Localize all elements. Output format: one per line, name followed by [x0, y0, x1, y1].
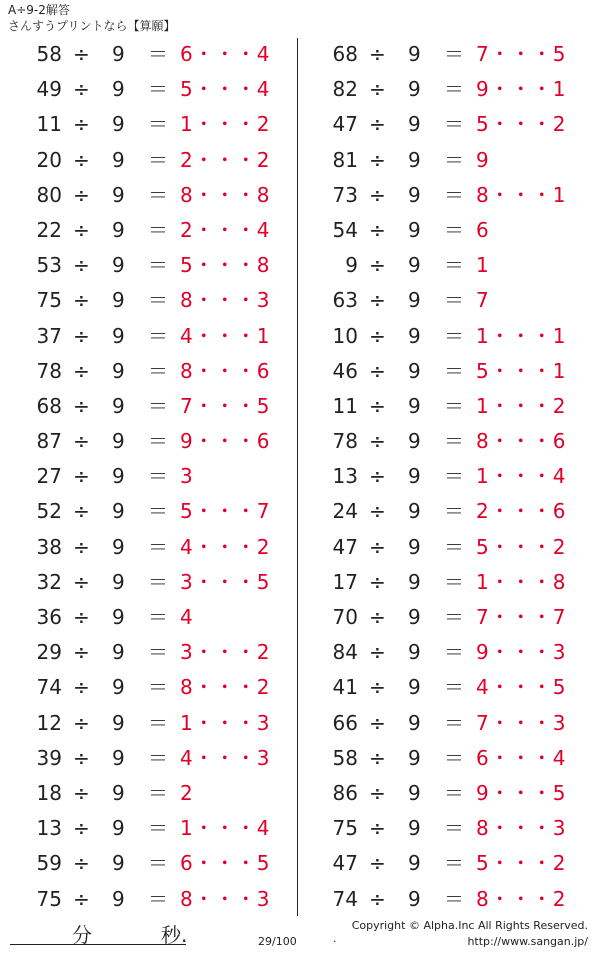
division-sign: ÷ [73, 147, 90, 172]
answer: 5・・・7 [180, 499, 271, 524]
dividend: 47 [332, 534, 358, 559]
time-record-line [10, 918, 186, 945]
division-sign: ÷ [369, 147, 386, 172]
division-sign: ÷ [369, 851, 386, 876]
answer: 9 [476, 147, 490, 172]
dividend: 52 [36, 499, 62, 524]
answer: 4 [180, 605, 194, 629]
dividend: 41 [332, 675, 358, 700]
dividend: 32 [36, 569, 62, 594]
divisor: 9 [408, 745, 421, 770]
equals-sign: ＝ [444, 640, 464, 665]
division-sign: ÷ [73, 217, 90, 242]
equals-sign: ＝ [444, 464, 464, 489]
dividend: 74 [332, 886, 358, 911]
division-sign: ÷ [73, 710, 90, 735]
division-sign: ÷ [369, 710, 386, 735]
equals-sign: ＝ [444, 816, 464, 841]
answer: 8・・・3 [180, 886, 271, 911]
divisor: 9 [112, 780, 125, 805]
division-sign: ÷ [369, 358, 386, 383]
divisor: 9 [112, 112, 125, 137]
division-sign: ÷ [369, 288, 386, 313]
equals-sign: ＝ [148, 288, 168, 313]
equals-sign: ＝ [148, 182, 168, 207]
dividend: 18 [36, 780, 62, 805]
answer: 4・・・3 [180, 745, 271, 770]
equals-sign: ＝ [444, 42, 464, 66]
dividend: 20 [36, 147, 62, 172]
dividend: 11 [36, 112, 62, 137]
dividend: 75 [36, 886, 62, 911]
dividend: 84 [332, 640, 358, 665]
divisor: 9 [408, 182, 421, 207]
division-sign: ÷ [73, 253, 90, 278]
divisor: 9 [112, 816, 125, 841]
page-number: 29/100 [258, 935, 297, 948]
answer: 2 [180, 780, 194, 805]
equals-sign: ＝ [444, 112, 464, 137]
answer: 8・・・2 [180, 675, 271, 700]
copyright-block [352, 918, 588, 950]
divisor: 9 [408, 534, 421, 559]
answer: 7・・・3 [476, 710, 567, 735]
equals-sign: ＝ [148, 886, 168, 911]
division-sign: ÷ [369, 42, 386, 66]
equals-sign: ＝ [444, 358, 464, 383]
divisor: 9 [408, 569, 421, 594]
equals-sign: ＝ [148, 745, 168, 770]
equals-sign: ＝ [444, 851, 464, 876]
answer: 8・・・1 [476, 182, 567, 207]
dividend: 58 [36, 42, 62, 66]
equals-sign: ＝ [444, 393, 464, 418]
divisor: 9 [408, 710, 421, 735]
dividend: 47 [332, 112, 358, 137]
divisor: 9 [112, 640, 125, 665]
division-sign: ÷ [73, 112, 90, 137]
answer: 9・・・1 [476, 77, 567, 102]
division-sign: ÷ [369, 780, 386, 805]
division-sign: ÷ [73, 851, 90, 876]
copyright-text: Copyright © Alpha.Inc All Rights Reserved. [351, 919, 588, 932]
division-sign: ÷ [369, 816, 386, 841]
equals-sign: ＝ [148, 253, 168, 278]
division-sign: ÷ [369, 569, 386, 594]
answer: 3・・・2 [180, 640, 271, 665]
dividend: 70 [332, 605, 358, 629]
dividend: 78 [332, 429, 358, 454]
dividend: 54 [332, 217, 358, 242]
division-sign: ÷ [73, 77, 90, 102]
answer: 1・・・1 [476, 323, 567, 348]
division-sign: ÷ [369, 112, 386, 137]
equals-sign: ＝ [148, 640, 168, 665]
divisor: 9 [112, 605, 125, 629]
column-divider [297, 38, 298, 916]
equals-sign: ＝ [148, 358, 168, 383]
divisor: 9 [112, 886, 125, 911]
answer: 7・・・5 [180, 393, 271, 418]
divisor: 9 [112, 569, 125, 594]
divisor: 9 [408, 323, 421, 348]
dividend: 49 [36, 77, 62, 102]
equals-sign: ＝ [148, 816, 168, 841]
equals-sign: ＝ [444, 675, 464, 700]
divisor: 9 [408, 42, 421, 66]
divisor: 9 [408, 253, 421, 278]
answer: 4・・・5 [476, 675, 567, 700]
division-sign: ÷ [369, 393, 386, 418]
answer: 5・・・2 [476, 534, 567, 559]
answer: 3 [180, 464, 194, 489]
division-sign: ÷ [369, 429, 386, 454]
answer: 1・・・8 [476, 569, 567, 594]
divisor: 9 [112, 147, 125, 172]
answer: 6 [476, 217, 490, 242]
equals-sign: ＝ [148, 464, 168, 489]
dividend: 75 [36, 288, 62, 313]
division-sign: ÷ [73, 429, 90, 454]
division-sign: ÷ [73, 323, 90, 348]
dividend: 10 [332, 323, 358, 348]
answer: 9・・・6 [180, 429, 271, 454]
answer: 8・・・8 [180, 182, 271, 207]
answer: 2・・・6 [476, 499, 567, 524]
divisor: 9 [408, 77, 421, 102]
equals-sign: ＝ [444, 323, 464, 348]
equals-sign: ＝ [444, 182, 464, 207]
division-sign: ÷ [73, 499, 90, 524]
answer: 6・・・4 [180, 42, 271, 66]
divisor: 9 [408, 816, 421, 841]
answer: 1・・・4 [180, 816, 271, 841]
dividend: 86 [332, 780, 358, 805]
divisor: 9 [408, 112, 421, 137]
dividend: 46 [332, 358, 358, 383]
dividend: 11 [332, 393, 358, 418]
division-sign: ÷ [73, 780, 90, 805]
dividend: 9 [345, 253, 358, 278]
divisor: 9 [408, 464, 421, 489]
answer: 6・・・5 [180, 851, 271, 876]
answer: 1・・・3 [180, 710, 271, 735]
answer: 9・・・3 [476, 640, 567, 665]
answer: 4・・・1 [180, 323, 271, 348]
divisor: 9 [408, 393, 421, 418]
seconds-label: 秒. [161, 923, 188, 947]
divisor: 9 [112, 42, 125, 66]
answer: 6・・・4 [476, 745, 567, 770]
divisor: 9 [112, 217, 125, 242]
dividend: 53 [36, 253, 62, 278]
answer: 1 [476, 253, 490, 278]
division-sign: ÷ [73, 464, 90, 489]
division-sign: ÷ [369, 886, 386, 911]
answer: 9・・・5 [476, 780, 567, 805]
divisor: 9 [408, 886, 421, 911]
divisor: 9 [112, 710, 125, 735]
divisor: 9 [112, 429, 125, 454]
divisor: 9 [112, 464, 125, 489]
equals-sign: ＝ [148, 675, 168, 700]
equals-sign: ＝ [148, 217, 168, 242]
division-sign: ÷ [369, 534, 386, 559]
divisor: 9 [408, 217, 421, 242]
equals-sign: ＝ [444, 147, 464, 172]
division-sign: ÷ [73, 675, 90, 700]
division-sign: ÷ [73, 534, 90, 559]
divisor: 9 [112, 675, 125, 700]
dividend: 68 [332, 42, 358, 66]
dividend: 81 [332, 147, 358, 172]
equals-sign: ＝ [444, 886, 464, 911]
dividend: 22 [36, 217, 62, 242]
division-sign: ÷ [73, 288, 90, 313]
equals-sign: ＝ [148, 429, 168, 454]
worksheet-title: A÷9-2解答 [8, 3, 70, 17]
answer: 5・・・4 [180, 77, 271, 102]
division-sign: ÷ [369, 675, 386, 700]
equals-sign: ＝ [148, 147, 168, 172]
dividend: 68 [36, 393, 62, 418]
dividend: 75 [332, 816, 358, 841]
division-sign: ÷ [73, 358, 90, 383]
divisor: 9 [112, 534, 125, 559]
answer: 5・・・1 [476, 358, 567, 383]
answer: 4・・・2 [180, 534, 271, 559]
equals-sign: ＝ [444, 77, 464, 102]
answer: 8・・・3 [476, 816, 567, 841]
division-sign: ÷ [73, 393, 90, 418]
equals-sign: ＝ [444, 745, 464, 770]
divisor: 9 [112, 77, 125, 102]
answer: 5・・・2 [476, 851, 567, 876]
division-sign: ÷ [73, 569, 90, 594]
dividend: 12 [36, 710, 62, 735]
dividend: 82 [332, 77, 358, 102]
equals-sign: ＝ [148, 710, 168, 735]
equals-sign: ＝ [444, 288, 464, 313]
divisor: 9 [408, 640, 421, 665]
divisor: 9 [112, 323, 125, 348]
divisor: 9 [112, 182, 125, 207]
equals-sign: ＝ [148, 851, 168, 876]
dividend: 87 [36, 429, 62, 454]
equals-sign: ＝ [148, 499, 168, 524]
division-sign: ÷ [369, 323, 386, 348]
dividend: 47 [332, 851, 358, 876]
dividend: 58 [332, 745, 358, 770]
equals-sign: ＝ [444, 569, 464, 594]
division-sign: ÷ [73, 605, 90, 629]
answer: 5・・・2 [476, 112, 567, 137]
equals-sign: ＝ [444, 534, 464, 559]
answer: 1・・・2 [180, 112, 271, 137]
dividend: 74 [36, 675, 62, 700]
division-sign: ÷ [369, 253, 386, 278]
equals-sign: ＝ [148, 569, 168, 594]
division-sign: ÷ [73, 42, 90, 66]
divisor: 9 [408, 429, 421, 454]
division-sign: ÷ [369, 605, 386, 629]
answer: 7・・・7 [476, 605, 567, 629]
answer: 8・・・6 [180, 358, 271, 383]
answer: 8・・・3 [180, 288, 271, 313]
equals-sign: ＝ [148, 534, 168, 559]
division-sign: ÷ [369, 499, 386, 524]
divisor: 9 [408, 605, 421, 629]
site-url: http://www.sangan.jp/ [467, 935, 588, 948]
divisor: 9 [112, 393, 125, 418]
answer: 7 [476, 288, 490, 313]
answer: 7・・・5 [476, 42, 567, 66]
equals-sign: ＝ [148, 42, 168, 66]
equals-sign: ＝ [444, 710, 464, 735]
minutes-label: 分 [72, 923, 92, 947]
divisor: 9 [112, 499, 125, 524]
divisor: 9 [408, 288, 421, 313]
dividend: 63 [332, 288, 358, 313]
division-sign: ÷ [73, 745, 90, 770]
division-sign: ÷ [73, 640, 90, 665]
dividend: 24 [332, 499, 358, 524]
answer: 1・・・4 [476, 464, 567, 489]
answer: 2・・・4 [180, 217, 271, 242]
division-sign: ÷ [369, 745, 386, 770]
answer: 2・・・2 [180, 147, 271, 172]
division-sign: ÷ [369, 217, 386, 242]
dividend: 38 [36, 534, 62, 559]
dividend: 66 [332, 710, 358, 735]
division-sign: ÷ [369, 640, 386, 665]
dividend: 78 [36, 358, 62, 383]
divisor: 9 [408, 675, 421, 700]
equals-sign: ＝ [148, 323, 168, 348]
dividend: 27 [36, 464, 62, 489]
equals-sign: ＝ [148, 780, 168, 805]
divisor: 9 [408, 147, 421, 172]
worksheet-subtitle: さんすうプリントなら【算願】 [8, 19, 176, 33]
dividend: 37 [36, 323, 62, 348]
footer-dot: . [333, 932, 337, 945]
divisor: 9 [112, 745, 125, 770]
dividend: 73 [332, 182, 358, 207]
division-sign: ÷ [369, 182, 386, 207]
divisor: 9 [112, 851, 125, 876]
answer: 3・・・5 [180, 569, 271, 594]
answer: 1・・・2 [476, 393, 567, 418]
equals-sign: ＝ [444, 429, 464, 454]
division-sign: ÷ [73, 816, 90, 841]
equals-sign: ＝ [444, 499, 464, 524]
dividend: 39 [36, 745, 62, 770]
equals-sign: ＝ [148, 77, 168, 102]
answer: 8・・・2 [476, 886, 567, 911]
divisor: 9 [408, 780, 421, 805]
dividend: 36 [36, 605, 62, 629]
dividend: 13 [332, 464, 358, 489]
dividend: 80 [36, 182, 62, 207]
answer: 8・・・6 [476, 429, 567, 454]
divisor: 9 [112, 358, 125, 383]
equals-sign: ＝ [444, 780, 464, 805]
equals-sign: ＝ [444, 253, 464, 278]
dividend: 17 [332, 569, 358, 594]
equals-sign: ＝ [148, 393, 168, 418]
dividend: 59 [36, 851, 62, 876]
divisor: 9 [408, 358, 421, 383]
equals-sign: ＝ [148, 605, 168, 629]
equals-sign: ＝ [444, 217, 464, 242]
divisor: 9 [112, 288, 125, 313]
dividend: 13 [36, 816, 62, 841]
division-sign: ÷ [73, 182, 90, 207]
divisor: 9 [112, 253, 125, 278]
divisor: 9 [408, 499, 421, 524]
division-sign: ÷ [73, 886, 90, 911]
equals-sign: ＝ [444, 605, 464, 629]
divisor: 9 [408, 851, 421, 876]
division-sign: ÷ [369, 464, 386, 489]
division-sign: ÷ [369, 77, 386, 102]
equals-sign: ＝ [148, 112, 168, 137]
dividend: 29 [36, 640, 62, 665]
answer: 5・・・8 [180, 253, 271, 278]
